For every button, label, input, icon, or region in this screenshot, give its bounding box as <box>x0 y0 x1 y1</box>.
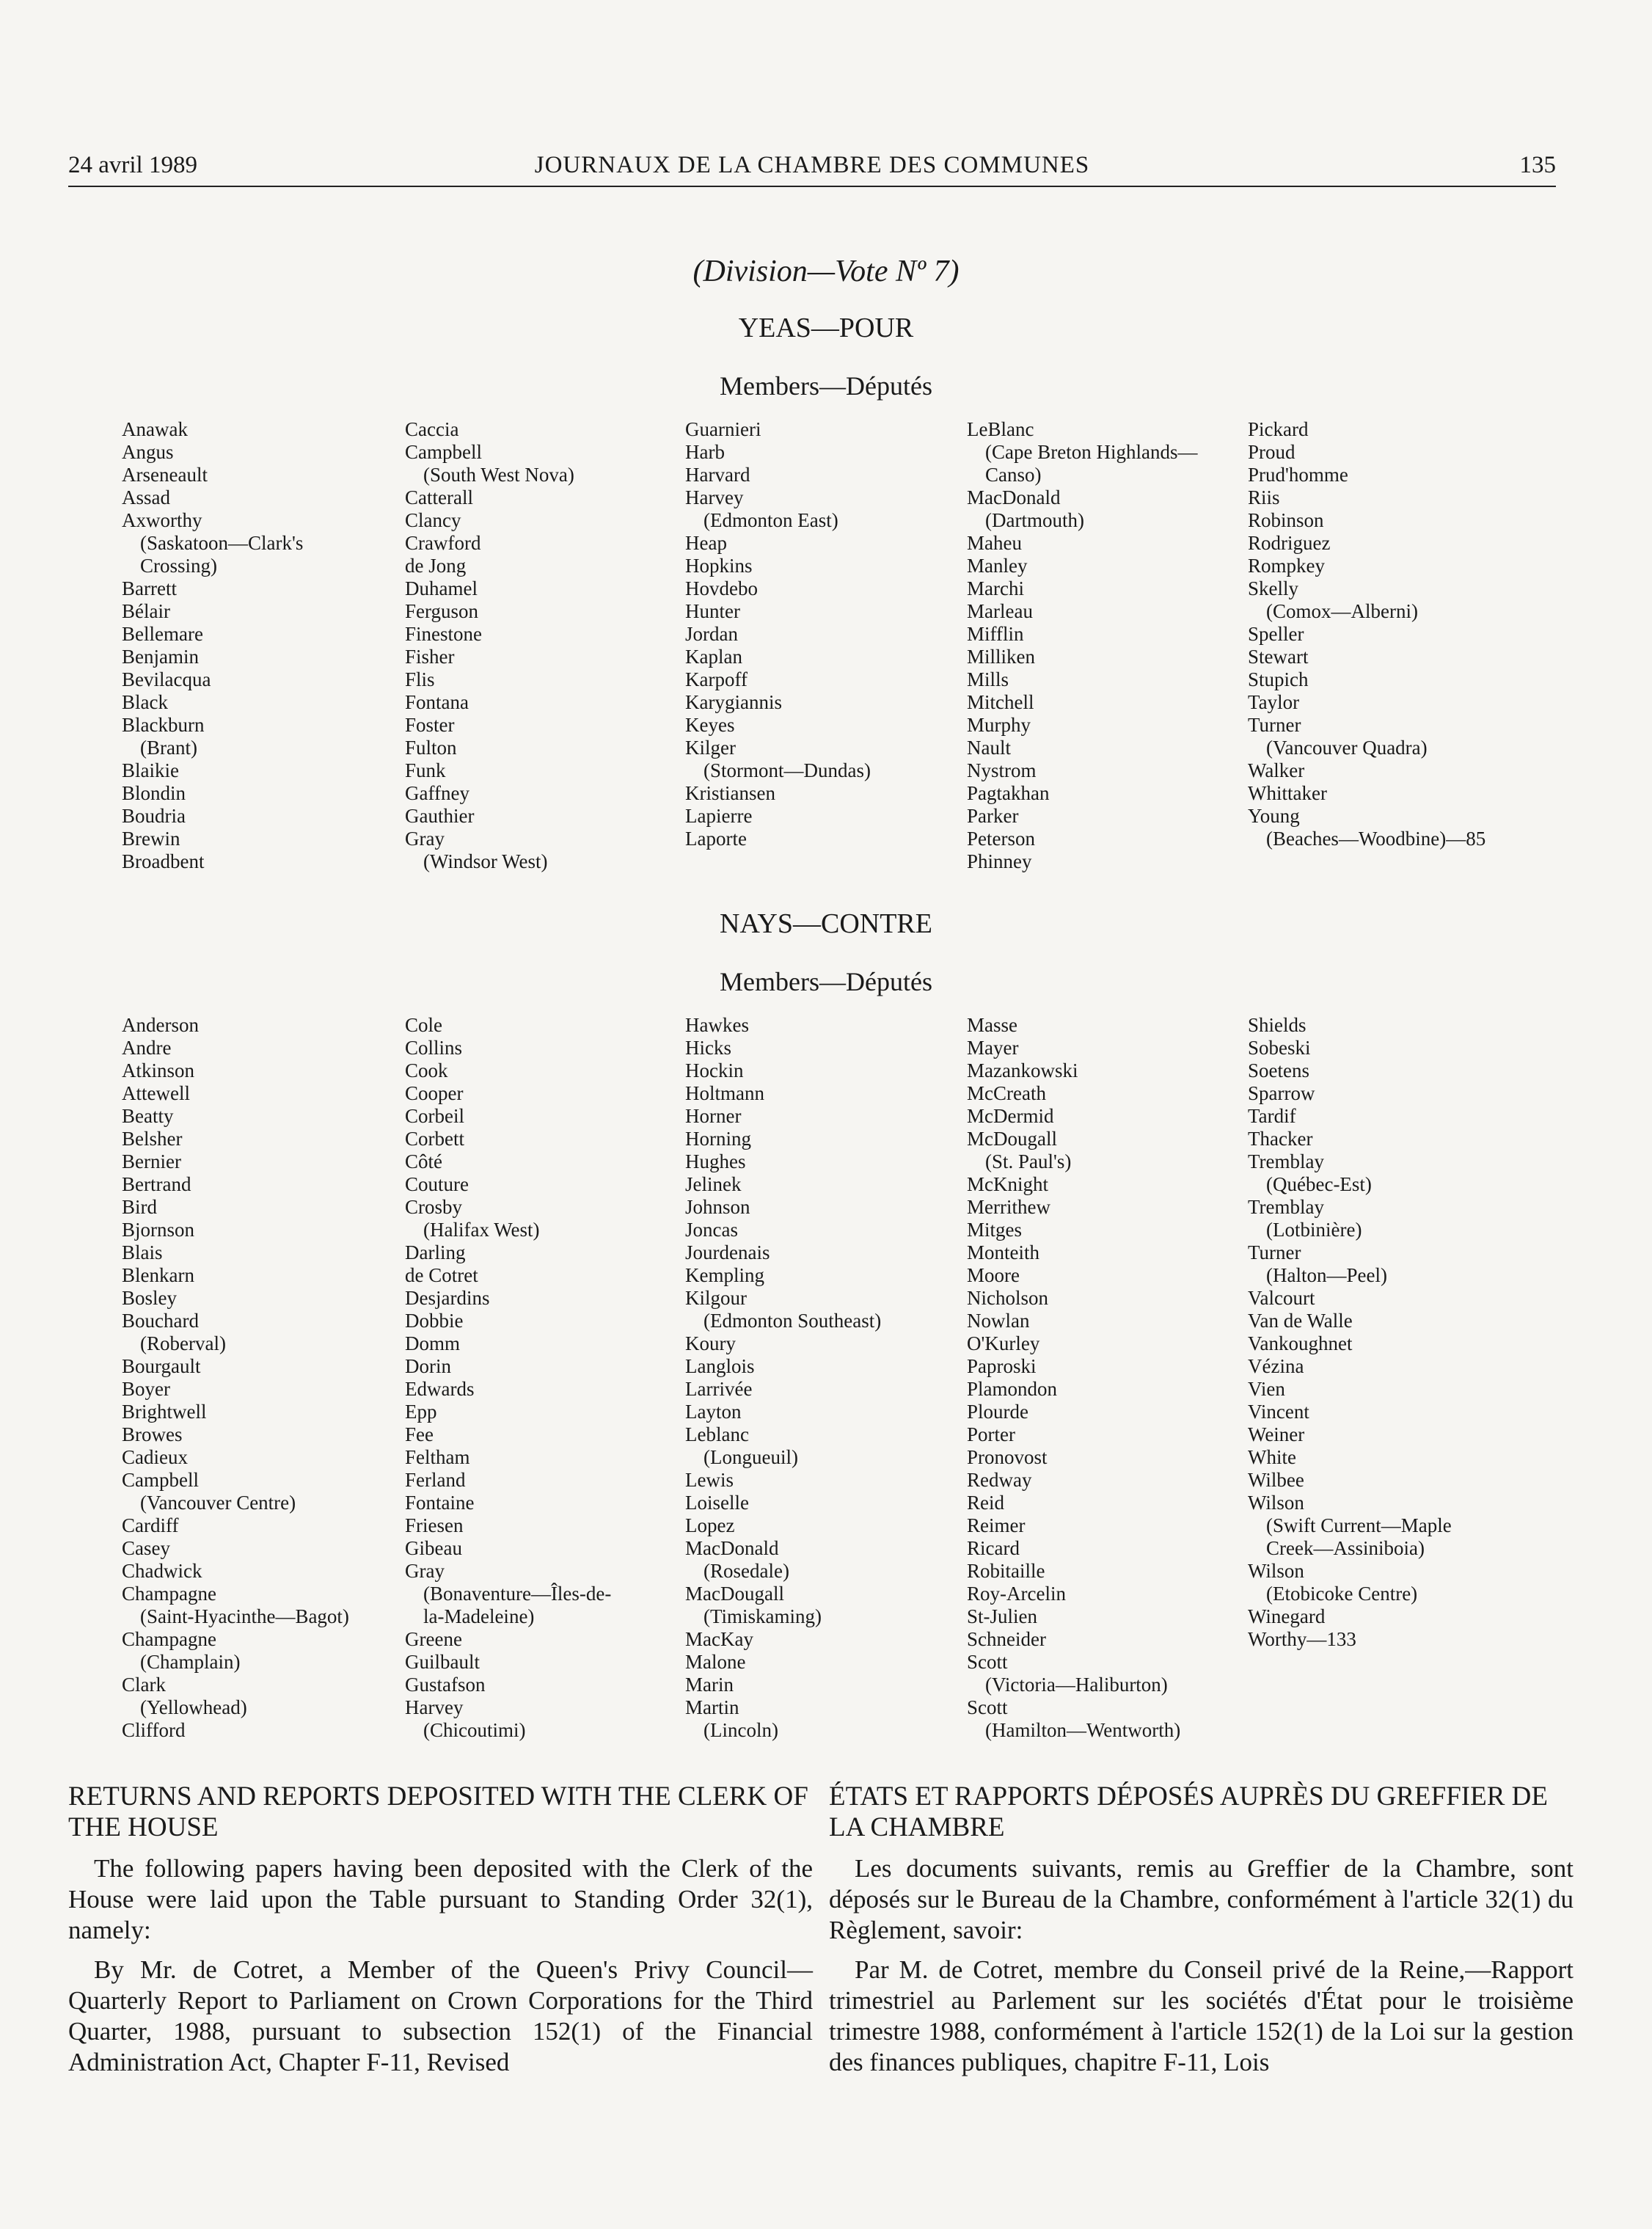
returns-paragraph-english-2: By Mr. de Cotret, a Member of the Queen's Privy Council—Quarterly Report to Parliament on Crown Corporations for the Third Quarter, 1988, pursuant to subsection 152(1) of the Financial Administration Act, Chapter F-11, Revised <box>68 1955 813 2076</box>
member-name: Bjornson <box>122 1219 195 1241</box>
member-name: Friesen <box>405 1514 464 1536</box>
member-name: Gustafson <box>405 1674 486 1696</box>
member-name: Brewin <box>122 828 180 850</box>
member-name: McDermid <box>967 1105 1054 1127</box>
member-name: Heap <box>685 532 727 554</box>
member-name: MacDougall <box>685 1583 784 1605</box>
yeas-column-2 <box>405 418 684 873</box>
member-name: (Hamilton—Wentworth) <box>985 1719 1181 1741</box>
returns-paragraph-french-2: Par M. de Cotret, membre du Conseil privé de la Reine,—Rapport trimestriel au Parlement sur les sociétés d'État pour le troisième trimestre 1988, conformément à l'article 152(1) de la Loi sur la gestion des finances publiques, chapitre F-11, Lois <box>829 1955 1574 2076</box>
member-name: Horning <box>685 1128 751 1150</box>
member-name: Thacker <box>1248 1128 1313 1150</box>
member-name: Ricard <box>967 1537 1020 1559</box>
member-name: Blaikie <box>122 759 179 781</box>
member-name: Hockin <box>685 1059 744 1081</box>
member-name: Skelly <box>1248 577 1299 599</box>
member-name: MacKay <box>685 1628 753 1650</box>
member-name: Harvey <box>405 1696 464 1718</box>
member-name: (Victoria—Haliburton) <box>985 1674 1168 1696</box>
member-name: Clark <box>122 1674 166 1696</box>
member-name: Finestone <box>405 623 482 645</box>
member-name: Vankoughnet <box>1248 1332 1353 1354</box>
member-name: Pagtakhan <box>967 782 1050 804</box>
member-name: Mitchell <box>967 691 1034 713</box>
member-name: Hawkes <box>685 1014 749 1036</box>
yeas-column-1 <box>122 418 401 873</box>
member-name: Johnson <box>685 1196 750 1218</box>
returns-heading-french: ÉTATS ET RAPPORTS DÉPOSÉS AUPRÈS DU GREFFIER DE LA CHAMBRE <box>829 1781 1548 1842</box>
member-name: Atkinson <box>122 1059 195 1081</box>
member-name: Crossing) <box>140 555 218 577</box>
member-name: Mayer <box>967 1037 1019 1059</box>
member-name: Tardif <box>1248 1105 1296 1127</box>
member-name: Catterall <box>405 486 473 508</box>
member-name: Stupich <box>1248 668 1309 690</box>
member-name: MacDonald <box>685 1537 779 1559</box>
member-name: Bourgault <box>122 1355 201 1377</box>
member-name: White <box>1248 1446 1296 1468</box>
member-name: (Comox—Alberni) <box>1266 600 1418 622</box>
returns-heading-english: RETURNS AND REPORTS DEPOSITED WITH THE CLERK OF THE HOUSE <box>68 1781 808 1842</box>
member-name: Champagne <box>122 1628 216 1650</box>
member-name: Horner <box>685 1105 742 1127</box>
nays-column-3 <box>685 1014 964 1742</box>
member-name: Hughes <box>685 1150 746 1172</box>
member-name: Fee <box>405 1423 434 1445</box>
member-name: Anawak <box>122 418 188 440</box>
member-name: Mitges <box>967 1219 1023 1241</box>
member-name: Anderson <box>122 1014 199 1036</box>
member-name: Monteith <box>967 1241 1039 1263</box>
member-name: (Vancouver Quadra) <box>1266 737 1428 759</box>
member-name: Weiner <box>1248 1423 1305 1445</box>
member-name: Darling <box>405 1241 466 1263</box>
member-name: Vien <box>1248 1378 1285 1400</box>
member-name: Campbell <box>405 441 482 463</box>
member-name: Canso) <box>985 464 1042 486</box>
member-name: Guarnieri <box>685 418 761 440</box>
member-name: Blackburn <box>122 714 205 736</box>
member-name: (Edmonton Southeast) <box>703 1310 882 1332</box>
member-name: Shields <box>1248 1014 1306 1036</box>
member-name: McDougall <box>967 1128 1057 1150</box>
member-name: Attewell <box>122 1082 190 1104</box>
member-name: (Québec-Est) <box>1266 1173 1372 1195</box>
member-name: Greene <box>405 1628 462 1650</box>
member-name: Worthy—133 <box>1248 1628 1356 1650</box>
member-name: Wilson <box>1248 1560 1304 1582</box>
member-name: Kilgour <box>685 1287 747 1309</box>
nays-column-2 <box>405 1014 684 1742</box>
member-name: Bertrand <box>122 1173 191 1195</box>
member-name: Masse <box>967 1014 1017 1036</box>
member-name: Joncas <box>685 1219 738 1241</box>
member-name: Caccia <box>405 418 459 440</box>
member-name: Crosby <box>405 1196 463 1218</box>
member-name: Keyes <box>685 714 735 736</box>
nays-members-heading: Members—Députés <box>720 967 932 996</box>
member-name: Rompkey <box>1248 555 1325 577</box>
member-name: Manley <box>967 555 1028 577</box>
member-name: Champagne <box>122 1583 216 1605</box>
member-name: (Etobicoke Centre) <box>1266 1583 1418 1605</box>
member-name: Maheu <box>967 532 1022 554</box>
member-name: (Cape Breton Highlands— <box>985 441 1198 463</box>
member-name: Sparrow <box>1248 1082 1315 1104</box>
returns-paragraph-french-1: Les documents suivants, remis au Greffier de la Chambre, sont déposés sur le Bureau de la Chambre, conformément à l'article 32(1) du Règlement, savoir: <box>829 1854 1574 1944</box>
member-name: (Saskatoon—Clark's <box>140 532 304 554</box>
member-name: (Dartmouth) <box>985 509 1084 531</box>
member-name: Jourdenais <box>685 1241 770 1263</box>
member-name: Assad <box>122 486 170 508</box>
member-name: Desjardins <box>405 1287 490 1309</box>
yeas-column-5 <box>1248 418 1527 850</box>
member-name: Roy-Arcelin <box>967 1583 1066 1605</box>
member-name: Kilger <box>685 737 736 759</box>
member-name: (Halifax West) <box>423 1219 540 1241</box>
member-name: Clancy <box>405 509 461 531</box>
member-name: Benjamin <box>122 646 199 668</box>
nays-column-4 <box>967 1014 1246 1742</box>
member-name: McCreath <box>967 1082 1046 1104</box>
member-name: Epp <box>405 1401 437 1423</box>
member-name: Nault <box>967 737 1011 759</box>
member-name: Holtmann <box>685 1082 764 1104</box>
member-name: Gray <box>405 1560 445 1582</box>
member-name: Lapierre <box>685 805 753 827</box>
member-name: Creek—Assiniboia) <box>1266 1537 1425 1559</box>
member-name: Dobbie <box>405 1310 464 1332</box>
member-name: Gaffney <box>405 782 469 804</box>
member-name: Proud <box>1248 441 1295 463</box>
member-name: McKnight <box>967 1173 1048 1195</box>
member-name: Plamondon <box>967 1378 1058 1400</box>
member-name: Corbett <box>405 1128 464 1150</box>
member-name: Harb <box>685 441 725 463</box>
member-name: (Saint-Hyacinthe—Bagot) <box>140 1605 349 1627</box>
member-name: Riis <box>1248 486 1280 508</box>
member-name: de Jong <box>405 555 467 577</box>
member-name: Taylor <box>1248 691 1300 713</box>
header-date: 24 avril 1989 <box>68 152 197 178</box>
member-name: Harvey <box>685 486 744 508</box>
member-name: Lewis <box>685 1469 734 1491</box>
member-name: Crawford <box>405 532 481 554</box>
header-page-number: 135 <box>1519 152 1556 178</box>
member-name: Ferguson <box>405 600 479 622</box>
member-name: Belsher <box>122 1128 183 1150</box>
member-name: Merrithew <box>967 1196 1050 1218</box>
member-name: Arseneault <box>122 464 208 486</box>
member-name: St-Julien <box>967 1605 1038 1627</box>
member-name: (Brant) <box>140 737 197 759</box>
member-name: Duhamel <box>405 577 478 599</box>
member-name: Côté <box>405 1150 442 1172</box>
member-name: Bosley <box>122 1287 178 1309</box>
nays-heading: NAYS—CONTRE <box>720 908 932 939</box>
member-name: Bélair <box>122 600 170 622</box>
member-name: Lopez <box>685 1514 735 1536</box>
member-name: Winegard <box>1248 1605 1326 1627</box>
member-name: Mazankowski <box>967 1059 1078 1081</box>
member-name: Black <box>122 691 168 713</box>
member-name: Stewart <box>1248 646 1309 668</box>
member-name: Kristiansen <box>685 782 775 804</box>
member-name: Corbeil <box>405 1105 464 1127</box>
member-name: Andre <box>122 1037 172 1059</box>
member-name: Browes <box>122 1423 183 1445</box>
member-name: (South West Nova) <box>423 464 574 486</box>
member-name: Cadieux <box>122 1446 188 1468</box>
member-name: Boudria <box>122 805 186 827</box>
nays-column-5 <box>1248 1014 1527 1651</box>
member-name: Redway <box>967 1469 1032 1491</box>
member-name: Nowlan <box>967 1310 1030 1332</box>
member-name: Wilson <box>1248 1492 1304 1514</box>
member-name: Valcourt <box>1248 1287 1315 1309</box>
member-name: (Stormont—Dundas) <box>703 759 871 781</box>
member-name: Schneider <box>967 1628 1046 1650</box>
member-name: Turner <box>1248 1241 1301 1263</box>
member-name: Milliken <box>967 646 1035 668</box>
member-name: Plourde <box>967 1401 1028 1423</box>
member-name: (Roberval) <box>140 1332 226 1354</box>
member-name: Flis <box>405 668 435 690</box>
member-name: Hunter <box>685 600 740 622</box>
member-name: Leblanc <box>685 1423 749 1445</box>
member-name: Prud'homme <box>1248 464 1348 486</box>
yeas-members-heading: Members—Députés <box>720 371 932 401</box>
member-name: Porter <box>967 1423 1015 1445</box>
page-header <box>68 150 1556 187</box>
member-name: Langlois <box>685 1355 755 1377</box>
member-name: Hopkins <box>685 555 753 577</box>
member-name: Bouchard <box>122 1310 199 1332</box>
member-name: Nystrom <box>967 759 1037 781</box>
member-name: Cook <box>405 1059 448 1081</box>
member-name: (Lotbinière) <box>1266 1219 1362 1241</box>
member-name: Parker <box>967 805 1019 827</box>
member-name: Hovdebo <box>685 577 758 599</box>
member-name: Gauthier <box>405 805 475 827</box>
member-name: Scott <box>967 1651 1008 1673</box>
member-name: Blais <box>122 1241 163 1263</box>
member-name: Tremblay <box>1248 1150 1325 1172</box>
member-name: Moore <box>967 1264 1020 1286</box>
member-name: Collins <box>405 1037 463 1059</box>
member-name: Phinney <box>967 850 1032 872</box>
member-name: Domm <box>405 1332 461 1354</box>
member-name: Larrivée <box>685 1378 753 1400</box>
returns-paragraph-english-1: The following papers having been deposited with the Clerk of the House were laid upon the Table pursuant to Standing Order 32(1), namely: <box>68 1854 813 1944</box>
division-title: (Division—Vote Nº 7) <box>692 255 960 288</box>
member-name: (Yellowhead) <box>140 1696 247 1718</box>
member-name: Pronovost <box>967 1446 1048 1468</box>
member-name: Kaplan <box>685 646 742 668</box>
member-name: (Swift Current—Maple <box>1266 1514 1452 1536</box>
member-name: Jelinek <box>685 1173 742 1195</box>
member-name: Cooper <box>405 1082 464 1104</box>
member-name: (Edmonton East) <box>703 509 838 531</box>
member-name: Beatty <box>122 1105 174 1127</box>
member-name: (Vancouver Centre) <box>140 1492 296 1514</box>
member-name: Scott <box>967 1696 1008 1718</box>
member-name: (Windsor West) <box>423 850 548 872</box>
member-name: Barrett <box>122 577 177 599</box>
member-name: Soetens <box>1248 1059 1309 1081</box>
member-name: Mifflin <box>967 623 1024 645</box>
nays-column-1 <box>122 1014 401 1742</box>
member-name: Brightwell <box>122 1401 207 1423</box>
member-name: Blondin <box>122 782 186 804</box>
member-name: Funk <box>405 759 446 781</box>
member-name: Nicholson <box>967 1287 1048 1309</box>
member-name: Foster <box>405 714 455 736</box>
member-name: Marchi <box>967 577 1024 599</box>
member-name: Fulton <box>405 737 457 759</box>
member-name: Guilbault <box>405 1651 480 1673</box>
member-name: Robitaille <box>967 1560 1045 1582</box>
member-name: Vézina <box>1248 1355 1304 1377</box>
member-name: (Champlain) <box>140 1651 241 1673</box>
member-name: (St. Paul's) <box>985 1150 1072 1172</box>
member-name: Marin <box>685 1674 734 1696</box>
member-name: de Cotret <box>405 1264 478 1286</box>
member-name: (Bonaventure—Îles-de- <box>423 1583 612 1605</box>
member-name: Chadwick <box>122 1560 202 1582</box>
member-name: Gray <box>405 828 445 850</box>
member-name: Fontana <box>405 691 469 713</box>
member-name: Blenkarn <box>122 1264 194 1286</box>
member-name: Turner <box>1248 714 1301 736</box>
member-name: Bernier <box>122 1150 181 1172</box>
member-name: Rodriguez <box>1248 532 1331 554</box>
member-name: (Beaches—Woodbine)—85 <box>1266 828 1486 850</box>
member-name: Laporte <box>685 828 747 850</box>
member-name: Paproski <box>967 1355 1037 1377</box>
member-name: Reimer <box>967 1514 1026 1536</box>
member-name: Edwards <box>405 1378 475 1400</box>
member-name: (Longueuil) <box>703 1446 798 1468</box>
member-name: MacDonald <box>967 486 1061 508</box>
member-name: Casey <box>122 1537 170 1559</box>
yeas-column-3 <box>685 418 964 850</box>
member-name: Sobeski <box>1248 1037 1311 1059</box>
member-name: Campbell <box>122 1469 199 1491</box>
member-name: Reid <box>967 1492 1004 1514</box>
member-name: Murphy <box>967 714 1031 736</box>
yeas-column-4 <box>967 418 1246 873</box>
member-name: Layton <box>685 1401 742 1423</box>
member-name: (Timiskaming) <box>703 1605 822 1627</box>
member-name: Fontaine <box>405 1492 475 1514</box>
returns-section-english <box>68 1781 813 2087</box>
member-name: Pickard <box>1248 418 1309 440</box>
member-name: Malone <box>685 1651 746 1673</box>
member-name: Peterson <box>967 828 1035 850</box>
member-name: Bellemare <box>122 623 203 645</box>
returns-section-french <box>829 1781 1574 2087</box>
member-name: Marleau <box>967 600 1033 622</box>
member-name: (Halton—Peel) <box>1266 1264 1387 1286</box>
member-name: Mills <box>967 668 1009 690</box>
member-name: Angus <box>122 441 174 463</box>
member-name: Van de Walle <box>1248 1310 1353 1332</box>
member-name: Feltham <box>405 1446 470 1468</box>
member-name: Kempling <box>685 1264 764 1286</box>
member-name: Couture <box>405 1173 469 1195</box>
member-name: Tremblay <box>1248 1196 1325 1218</box>
member-name: Jordan <box>685 623 738 645</box>
member-name: Cole <box>405 1014 442 1036</box>
member-name: Young <box>1248 805 1300 827</box>
member-name: Wilbee <box>1248 1469 1304 1491</box>
member-name: Hicks <box>685 1037 731 1059</box>
member-name: Fisher <box>405 646 455 668</box>
member-name: Karpoff <box>685 668 748 690</box>
member-name: Walker <box>1248 759 1305 781</box>
member-name: la-Madeleine) <box>423 1605 535 1627</box>
yeas-heading: YEAS—POUR <box>738 313 914 343</box>
header-journal-title: JOURNAUX DE LA CHAMBRE DES COMMUNES <box>534 152 1090 178</box>
member-name: Axworthy <box>122 509 202 531</box>
member-name: Vincent <box>1248 1401 1309 1423</box>
member-name: Ferland <box>405 1469 466 1491</box>
member-name: Bird <box>122 1196 158 1218</box>
member-name: Karygiannis <box>685 691 782 713</box>
member-name: Robinson <box>1248 509 1324 531</box>
member-name: Dorin <box>405 1355 451 1377</box>
member-name: (Chicoutimi) <box>423 1719 526 1741</box>
member-name: (Lincoln) <box>703 1719 778 1741</box>
member-name: Broadbent <box>122 850 205 872</box>
member-name: Harvard <box>685 464 750 486</box>
member-name: Clifford <box>122 1719 186 1741</box>
member-name: (Rosedale) <box>703 1560 789 1582</box>
member-name: Boyer <box>122 1378 170 1400</box>
member-name: Whittaker <box>1248 782 1327 804</box>
member-name: O'Kurley <box>967 1332 1040 1354</box>
member-name: Koury <box>685 1332 736 1354</box>
member-name: Martin <box>685 1696 739 1718</box>
member-name: Cardiff <box>122 1514 179 1536</box>
member-name: Loiselle <box>685 1492 749 1514</box>
member-name: Gibeau <box>405 1537 462 1559</box>
member-name: Bevilacqua <box>122 668 211 690</box>
member-name: Speller <box>1248 623 1304 645</box>
member-name: LeBlanc <box>967 418 1034 440</box>
